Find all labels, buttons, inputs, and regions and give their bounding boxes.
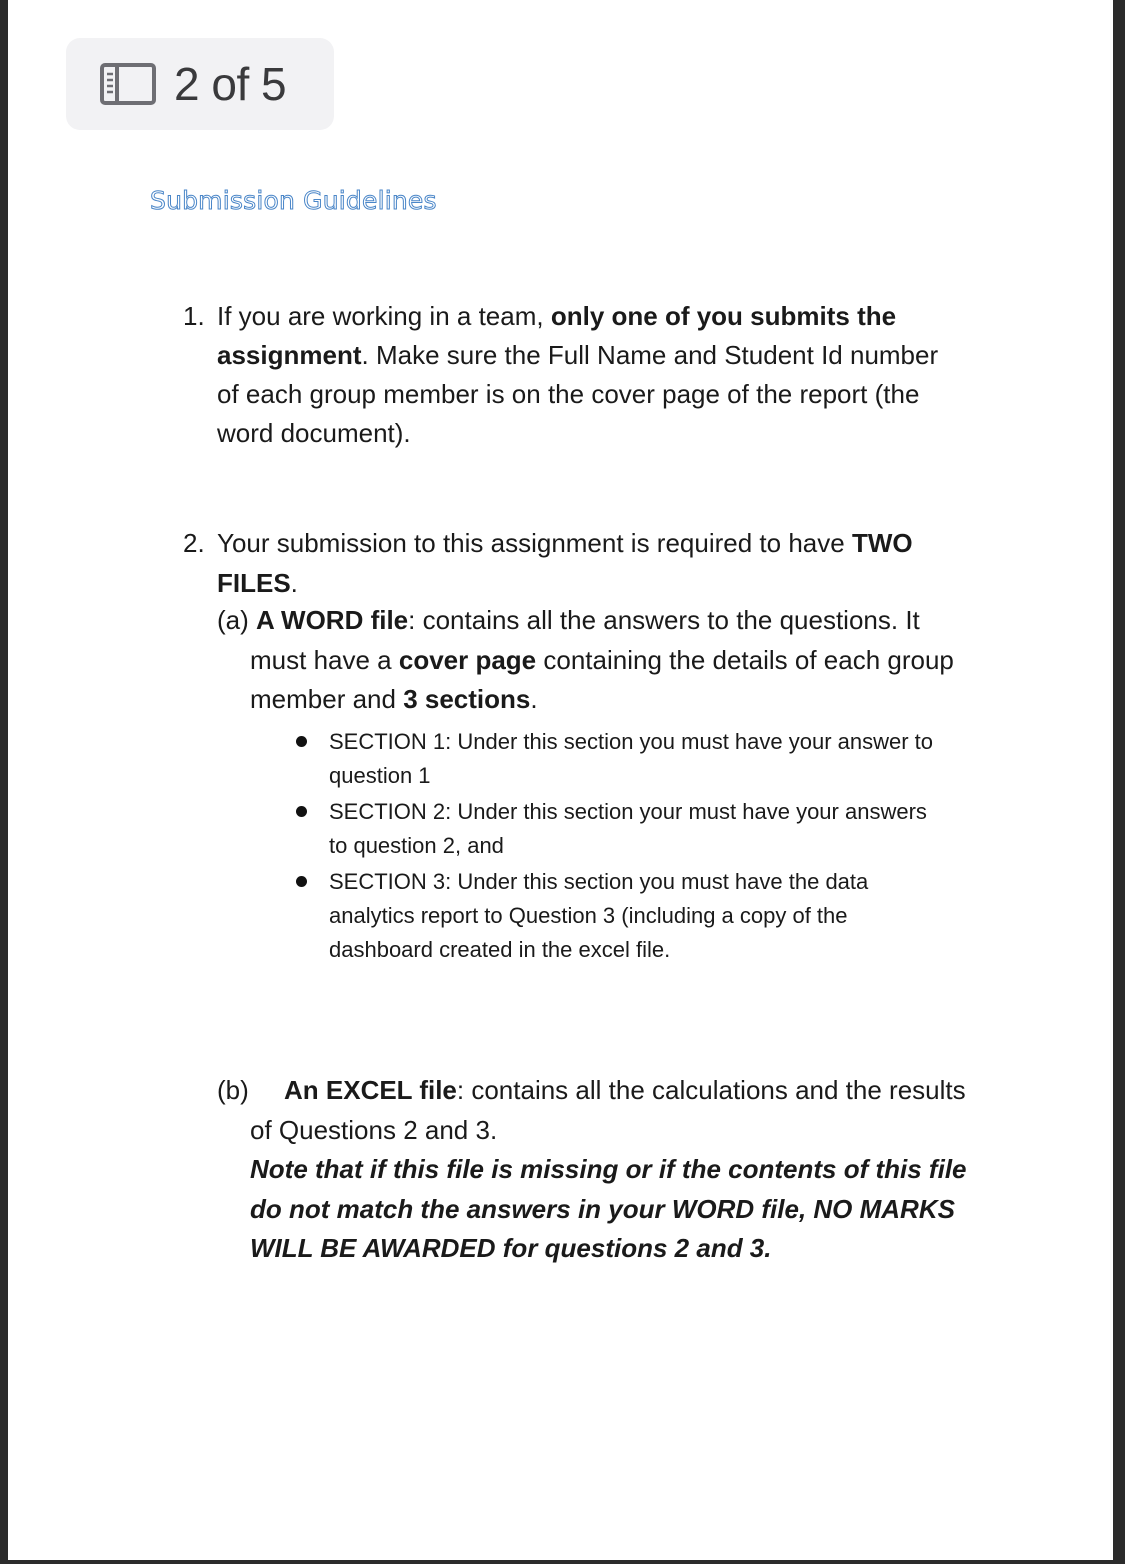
list-number: 1.	[183, 301, 205, 331]
text-line: to question 2, and	[329, 833, 504, 858]
text-run: : contains all the calculations and the results	[456, 1075, 966, 1105]
text-run: must have a	[250, 644, 399, 675]
text-run: If you are working in a team,	[217, 301, 551, 331]
text-run: .	[290, 568, 298, 598]
bold-text-run: assignment	[217, 340, 362, 370]
bullet-item	[292, 795, 972, 863]
bold-text-run: FILES	[217, 568, 291, 598]
text-run: : contains all the answers to the questions. It	[408, 605, 920, 635]
part-label: (b)	[217, 1075, 249, 1105]
text-line: question 1	[329, 763, 431, 788]
bold-text-run: An EXCEL file	[284, 1075, 457, 1105]
text-line: dashboard created in the excel file.	[329, 937, 671, 962]
warning-note-line: Note that if this file is missing or if the contents of this file	[250, 1154, 967, 1184]
warning-note-line: do not match the answers in your WORD file, NO MARKS	[250, 1193, 955, 1224]
text-line: SECTION 3: Under this section you must have the data	[329, 869, 869, 894]
part-b	[217, 1071, 1017, 1269]
bullet-item	[292, 725, 972, 793]
bold-text-run: A WORD file	[256, 605, 409, 635]
text-run: containing the details of each group	[536, 644, 954, 675]
bullet-icon	[296, 806, 307, 817]
bold-text-run: 3 sections	[403, 684, 531, 714]
sidebar-panel-icon	[100, 63, 156, 105]
list-item-text	[217, 297, 938, 453]
text-line: of each group member is on the cover page of the report (the	[217, 379, 920, 409]
page-counter: 2 of 5	[174, 58, 287, 110]
text-line: of Questions 2 and 3.	[250, 1114, 498, 1145]
section-heading: Submission Guidelines	[150, 186, 437, 215]
bold-text-run: TWO	[851, 528, 913, 558]
section-bullet-list	[292, 725, 972, 969]
bullet-icon	[296, 736, 307, 747]
text-run: Your submission to this assignment is required to have	[217, 528, 852, 558]
list-item-text	[217, 523, 913, 603]
text-line: word document).	[217, 418, 411, 448]
text-run: member and	[250, 684, 404, 714]
page-indicator-button[interactable]	[66, 38, 334, 130]
bold-text-run: only one of you submits the	[550, 301, 897, 331]
text-run: .	[530, 684, 538, 714]
part-a	[217, 601, 1017, 720]
bullet-icon	[296, 876, 307, 887]
part-label: (a)	[217, 605, 256, 635]
document-page	[8, 0, 1113, 1560]
text-run: . Make sure the Full Name and Student Id number	[361, 340, 939, 370]
text-line: SECTION 1: Under this section you must have your answer to	[329, 729, 934, 754]
bold-text-run: cover page	[398, 644, 537, 675]
list-number: 2.	[183, 528, 205, 558]
text-line: analytics report to Question 3 (including a copy of the	[329, 903, 848, 928]
text-line: SECTION 2: Under this section your must have your answers	[329, 799, 927, 824]
warning-note-line: WILL BE AWARDED for questions 2 and 3.	[250, 1233, 772, 1263]
bullet-item	[292, 865, 972, 967]
